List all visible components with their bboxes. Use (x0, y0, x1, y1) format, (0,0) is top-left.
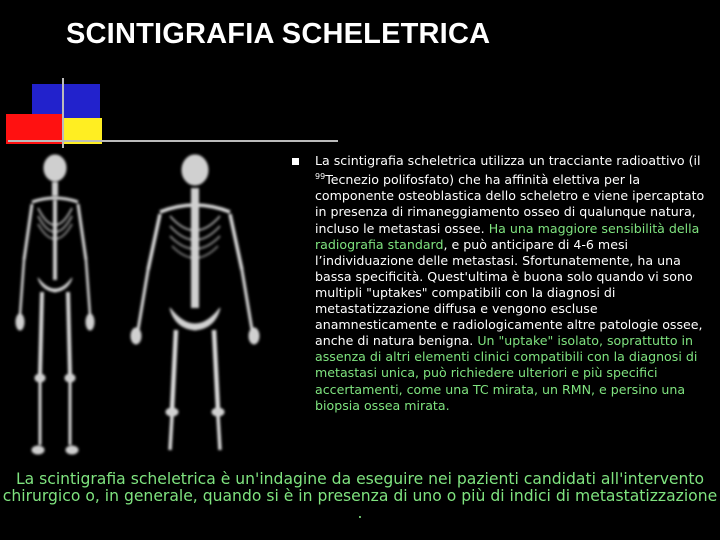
decor-vertical-line (62, 78, 64, 148)
bottom-note: La scintigrafia scheletrica è un'indagine da eseguire nei pazienti candidati all'intervento chirurgico o, in generale, quando si è in presenza di uno o più di indici di metastatizzazione . (2, 470, 718, 522)
paragraph-part1: La scintigrafia scheletrica utilizza un tracciante radioattivo (il (315, 153, 701, 168)
skeleton-left (16, 155, 94, 454)
paragraph-green2: Un "uptake" isolato, soprattutto in assenza di altri elementi clinici compatibili con la diagnosi di metastasi unica, può richiedere ulteriori e più specifici accertamenti, come una TC mirata, un RMN, e persino una biopsia ossea mirata. (315, 333, 698, 413)
skeleton-right (131, 155, 259, 450)
bone-scan-image (10, 150, 280, 460)
bullet-marker (292, 158, 299, 165)
paragraph-green1: Ha una maggiore sensibilità della radiografia standard (315, 220, 700, 252)
decor-horizontal-line (8, 140, 338, 142)
slide-title: SCINTIGRAFIA SCHELETRICA (66, 18, 491, 50)
paragraph-part3: , e può anticipare di 4-6 mesi l’individuazione delle metastasi. Sfortunatemente, ha una bassa specificità. Quest'ultima è buona solo quando vi sono multipli "uptakes" compatibili con la diagnosi di metastatizzazione diffusa e vengono escluse anamnesticamente e radiologicamente altre patologie ossee, anche di natura benigna. (315, 236, 703, 349)
description-paragraph (315, 153, 715, 414)
paragraph-part2: Tecnezio polifosfato) che ha affinità elettiva per la componente osteoblastica dello scheletro e viene ipercaptato in presenza di rimaneggiamento osseo di qualunque natura, incluso le metastasi ossee. (315, 172, 705, 236)
isotope-superscript: 99 (315, 172, 326, 182)
